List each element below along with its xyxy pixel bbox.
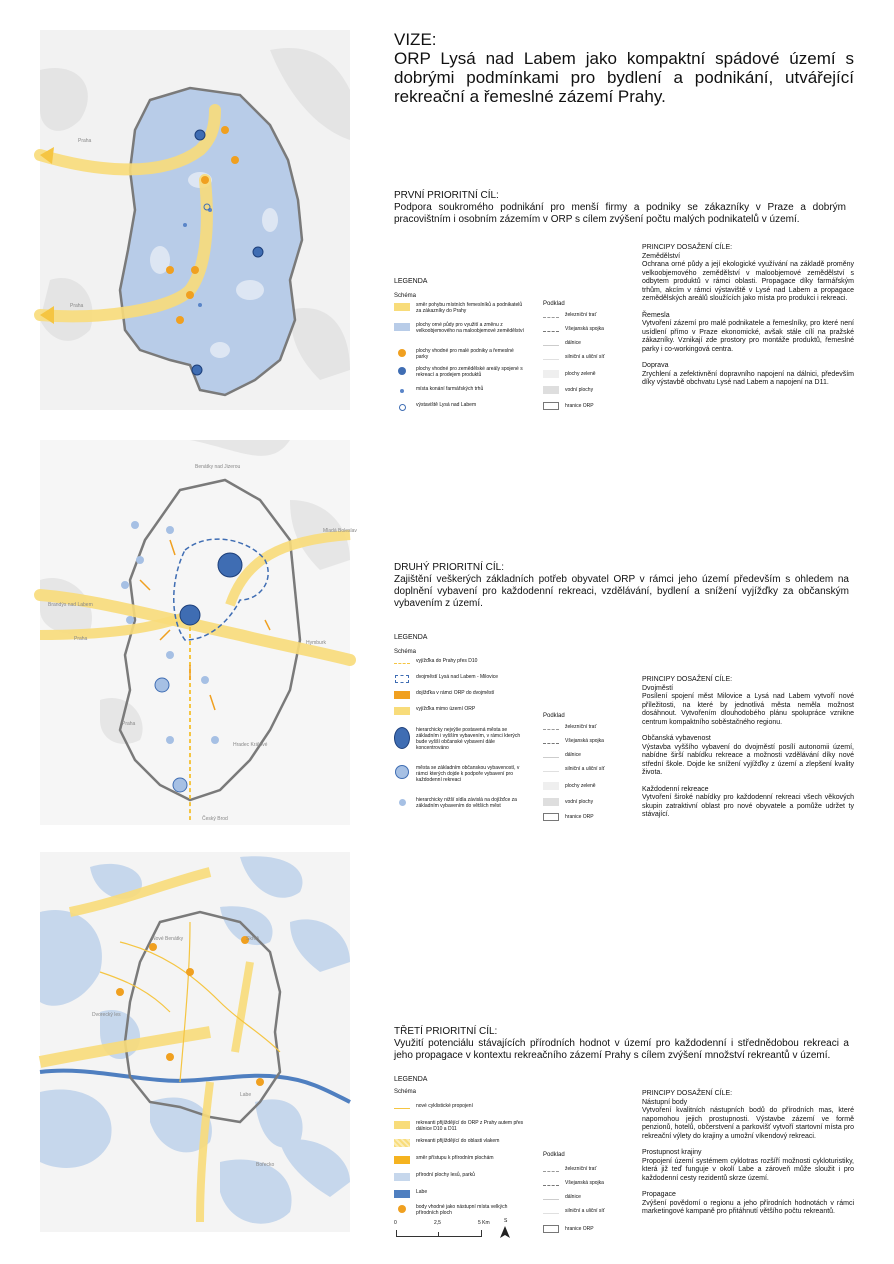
principle-text: Zvýšení povědomí o regionu a jeho přírodních hodnotách v rámci marketingové kampaně pro přitáhnutí většího počtu rekreantů. <box>642 1199 854 1215</box>
legend-title: LEGENDA <box>394 1076 428 1083</box>
podklad-title: Podklad <box>543 1152 565 1158</box>
small-blue-circle-icon <box>394 797 410 807</box>
goal3-title: TŘETÍ PRIORITNÍ CÍL: <box>394 1026 498 1037</box>
podklad-item: plochy zeleně <box>543 370 596 378</box>
legend-item: rekreanti přijíždějící do oblasti vlakem <box>394 1138 526 1148</box>
principle-heading: Občanská vybavenost <box>642 735 711 742</box>
principle-heading: Doprava <box>642 362 669 369</box>
north-arrow-icon <box>500 1226 510 1238</box>
vision-heading: VIZE: <box>394 30 437 49</box>
podklad-item: železniční trať <box>543 1166 596 1172</box>
map-label: Skřeň <box>246 936 260 942</box>
principles-title: PRINCIPY DOSAŽENÍ CÍLE: <box>642 1090 733 1097</box>
legend-item: dvojměstí Lysá nad Labem - Milovice <box>394 674 526 684</box>
principle-heading: Prostupnost krajiny <box>642 1149 702 1156</box>
podklad-item: Všejanská spojka <box>543 326 604 332</box>
goal1-legend <box>394 278 427 299</box>
schema-title: Schéma <box>394 1089 417 1095</box>
schema-title: Schéma <box>394 649 417 655</box>
legend-item: přírodní plochy lesů, parků <box>394 1172 526 1182</box>
principle-heading: Propagace <box>642 1191 676 1198</box>
medium-blue-circle-icon <box>394 765 410 779</box>
vision-block <box>394 30 854 106</box>
yellow-band-icon <box>394 302 410 312</box>
podklad-item: hranice ORP <box>543 402 594 410</box>
small-blue-dot-icon <box>394 386 410 396</box>
goal2-legend <box>394 634 427 655</box>
legend-title: LEGENDA <box>394 634 428 641</box>
map-label: Mladá Boleslav <box>323 528 357 534</box>
podklad-item: Všejanská spojka <box>543 1180 604 1186</box>
podklad-item: silniční a uliční síť <box>543 766 605 772</box>
principle-text: Propojení území systémem cyklotras rozšíří možnosti cykloturistiky, která již teď funguje v okolí Labe a zároveň může sloužit i pro každodenní cesty rezidentů skrze území. <box>642 1157 854 1182</box>
map-label: Benátky nad Jizerou <box>195 464 241 470</box>
map-label: Nové Benátky <box>152 936 184 942</box>
goal1-text: Podpora soukromého podnikání pro menší firmy a podniky se zákazníky v Praze a dobrým pracovištním i osobním zázemím v ORP s cílem zvýšení počtu malých podnikatelů v území. <box>394 202 846 225</box>
scale-bar: 0 2,5 5 Km S <box>394 1220 524 1242</box>
principle-heading: Každodenní rekreace <box>642 785 709 793</box>
legend-item: plochy vhodné pro zemědělské areály spojené s rekreací a prodejem produktů <box>394 366 526 378</box>
goal3-principles <box>642 1090 854 1217</box>
map-label: Bořecko <box>256 1162 275 1168</box>
ring-icon <box>394 402 410 412</box>
map-label: Dvorecký les <box>92 1012 121 1018</box>
principle-heading: Dvojměstí <box>642 684 674 692</box>
goal3-text: Využití potenciálu stávajících přírodních hodnot v území pro každodenní i střednědobou rekreaci a jeho propagace v kontextu rekreačního zázemí Prahy s cílem zvýšení množství rekreantů v území. <box>394 1038 849 1061</box>
principle-text: Výstavba vyššího vybavení do dvojměstí posílí autonomii území, nabídne širší nabídku rekreace a možnosti vzdělávání díky nové střední škole. Dojde ke snížení vyjížďky z území a zlepšení kvality života. <box>642 743 854 776</box>
principle-heading: Zemědělství <box>642 252 681 260</box>
north-label: S <box>504 1218 508 1224</box>
principle-text: Vytvoření široké nabídky pro každodenní rekreaci všech věkových skupin zatraktivní oblast pro nové obyvatele a pomůže udržet ty stávající. <box>642 794 854 818</box>
principle-text: Ochrana orné půdy a její ekologické využívání na základě proměny velkoobjemového zemědělství v maloobjemové zemědělství s odbytem produktů v rámci oblasti. Propagace díky farmářským trhům, akcím v rámci výstaviště v Lysé nad Labem a propagace zemědělských areálů sloužících jako místa pro produkci i rekreaci. <box>642 261 854 302</box>
legend-item: nové cyklistické propojení <box>394 1103 526 1113</box>
vision-text: ORP Lysá nad Labem jako kompaktní spádové území s dobrými podmínkami pro bydlení a podnikání, utvářející rekreační a řemeslné zázemí Prahy. <box>394 49 854 106</box>
map-label: Brandýs nad Labem <box>48 602 93 608</box>
legend-item: místa konání farmářských trhů <box>394 386 526 396</box>
orange-fill-icon <box>394 1155 410 1165</box>
podklad-item: dálnice <box>543 1194 581 1200</box>
legend-item: rekreanti přijíždějící do ORP z Prahy autem přes dálnice D10 a D11 <box>394 1120 526 1132</box>
goal2-map <box>40 440 357 825</box>
blue-fill-icon <box>394 1189 410 1199</box>
goal2-principles <box>642 676 854 820</box>
yellow-hatch-icon <box>394 1138 410 1148</box>
podklad-item: vodní plochy <box>543 386 593 394</box>
principle-text: Vytvoření kvalitních nástupních bodů do přírodních mas, které napomohou jejich prostupnosti. Výstavbe zázemí ve formě penzionů, hotelů, občerstvení a parkovišť vytvoří startovní místa pro rekreační výlety do krajiny a umožní víkendový rekreaci. <box>642 1107 854 1140</box>
legend-item: body vhodné jako nástupní místa velkých přírodních ploch <box>394 1204 526 1216</box>
map-label: Hradec Králové <box>233 742 268 748</box>
goal1-map <box>40 30 350 410</box>
podklad-item: plochy zeleně <box>543 782 596 790</box>
light-blue-fill-icon <box>394 1172 410 1182</box>
goal3-heading-block <box>394 1026 849 1062</box>
yellow-fill-icon <box>394 706 410 716</box>
orange-dot-icon <box>394 348 410 358</box>
principle-text: Vytvoření zázemí pro malé podnikatele a řemeslníky, pro které není usídlení přímo v Praze ekonomické, avšak stále cílí na pražské zákazníky. Vznikají zde prostory pro montáže produktů, řemeslné parky i co-workingová centra. <box>642 320 854 353</box>
podklad-item: hranice ORP <box>543 813 594 821</box>
principles-title: PRINCIPY DOSAŽENÍ CÍLE: <box>642 244 733 251</box>
principle-heading: Řemesla <box>642 311 670 319</box>
goal1-title: PRVNÍ PRIORITNÍ CÍL: <box>394 190 499 201</box>
goal2-heading-block <box>394 562 849 610</box>
goal1-heading-block <box>394 190 846 226</box>
legend-item: vyjížďka do Prahy přes D10 <box>394 658 526 668</box>
principle-text: Zrychlení a zefektivnění dopravního napojení na dálnici, především díky výstavbě obchvatu Lysé nad Labem a napojení na D11. <box>642 370 854 386</box>
goal3-map <box>40 852 350 1232</box>
podklad-item: dálnice <box>543 752 581 758</box>
goal3-legend <box>394 1076 427 1095</box>
podklad-title: Podklad <box>543 713 565 719</box>
podklad-item: Všejanská spojka <box>543 738 604 744</box>
podklad-item: silniční a uliční síť <box>543 354 605 360</box>
principles-title: PRINCIPY DOSAŽENÍ CÍLE: <box>642 676 733 683</box>
schema-title: Schéma <box>394 293 417 299</box>
goal2-title: DRUHÝ PRIORITNÍ CÍL: <box>394 562 505 573</box>
podklad-item: dálnice <box>543 340 581 346</box>
map-label: Praha <box>74 636 88 642</box>
goal2-text: Zajištění veškerých základních potřeb obyvatel ORP v rámci jeho území především s ohledem na doplnění vybavení pro každodenní rekreaci, vzdělávání, bydlení a snížení vyjížďky za občanským vybavením z území. <box>394 574 849 609</box>
map-label: Praha <box>70 303 84 309</box>
principle-text: Posílení spojení měst Milovice a Lysá nad Labem vytvoří nové příležitosti, na které by jednotlivá města neměla možnost dosáhnout. Vytvořením dlouhodobého plánu spolupráce vznikne centrum kompaktního soběstačného regionu. <box>642 693 854 726</box>
legend-item: výstaviště Lysá nad Labem <box>394 402 526 412</box>
legend-item: města se základním občanskou vybaveností, v rámci kterých dojde k podpoře vybavení pro každodenní rekreaci <box>394 765 526 783</box>
legend-item: hierarchicky nejvýše postavená města se základním i vyšším vybavením, v rámci kterých bude vyšší občanské vybavení dále koncentrováno <box>394 727 526 751</box>
podklad-item: vodní plochy <box>543 798 593 806</box>
blue-area-icon <box>394 322 410 332</box>
legend-item: hierarchicky nižší sídla závislá na dojížďce za základním vybavením do větších měst <box>394 797 526 809</box>
podklad-item: hranice ORP <box>543 1225 594 1233</box>
legend-item: plochy vhodné pro malé podniky a řemeslné parky <box>394 348 526 360</box>
podklad-title: Podklad <box>543 301 565 307</box>
podklad-item: silniční a uliční síť <box>543 1208 605 1214</box>
blue-dashed-outline-icon <box>394 674 410 684</box>
legend-item: plochy orné půdy pro využití a změnu z velkoobjemového na maloobjemové zemědělství <box>394 322 526 334</box>
goal1-principles <box>642 244 854 388</box>
map-label: Praha <box>78 138 92 144</box>
yellow-dashed-line-icon <box>394 658 410 668</box>
yellow-fill-icon <box>394 1120 410 1130</box>
legend-item: směr přístupu k přírodním plochám <box>394 1155 526 1165</box>
podklad-item: železniční trať <box>543 312 596 318</box>
map-label: Praha <box>122 721 136 727</box>
legend-item: dojížďka v rámci ORP do dvojměstí <box>394 690 526 700</box>
legend-title: LEGENDA <box>394 278 428 285</box>
orange-fill-icon <box>394 690 410 700</box>
blue-dot-icon <box>394 366 410 376</box>
orange-dot-icon <box>394 1204 410 1214</box>
map-label: Český Brod <box>202 816 228 822</box>
large-blue-circle-icon <box>394 727 410 749</box>
yellow-line-icon <box>394 1103 410 1113</box>
map-label: Labe <box>240 1092 252 1098</box>
legend-item: Labe <box>394 1189 526 1199</box>
principle-heading: Nástupní body <box>642 1098 688 1106</box>
legend-item: směr pohybu místních řemeslníků a podnikatelů za zákazníky do Prahy <box>394 302 526 314</box>
podklad-item: železniční trať <box>543 724 596 730</box>
legend-item: vyjížďka mimo území ORP <box>394 706 526 716</box>
map-label: Hymburk <box>306 640 327 646</box>
